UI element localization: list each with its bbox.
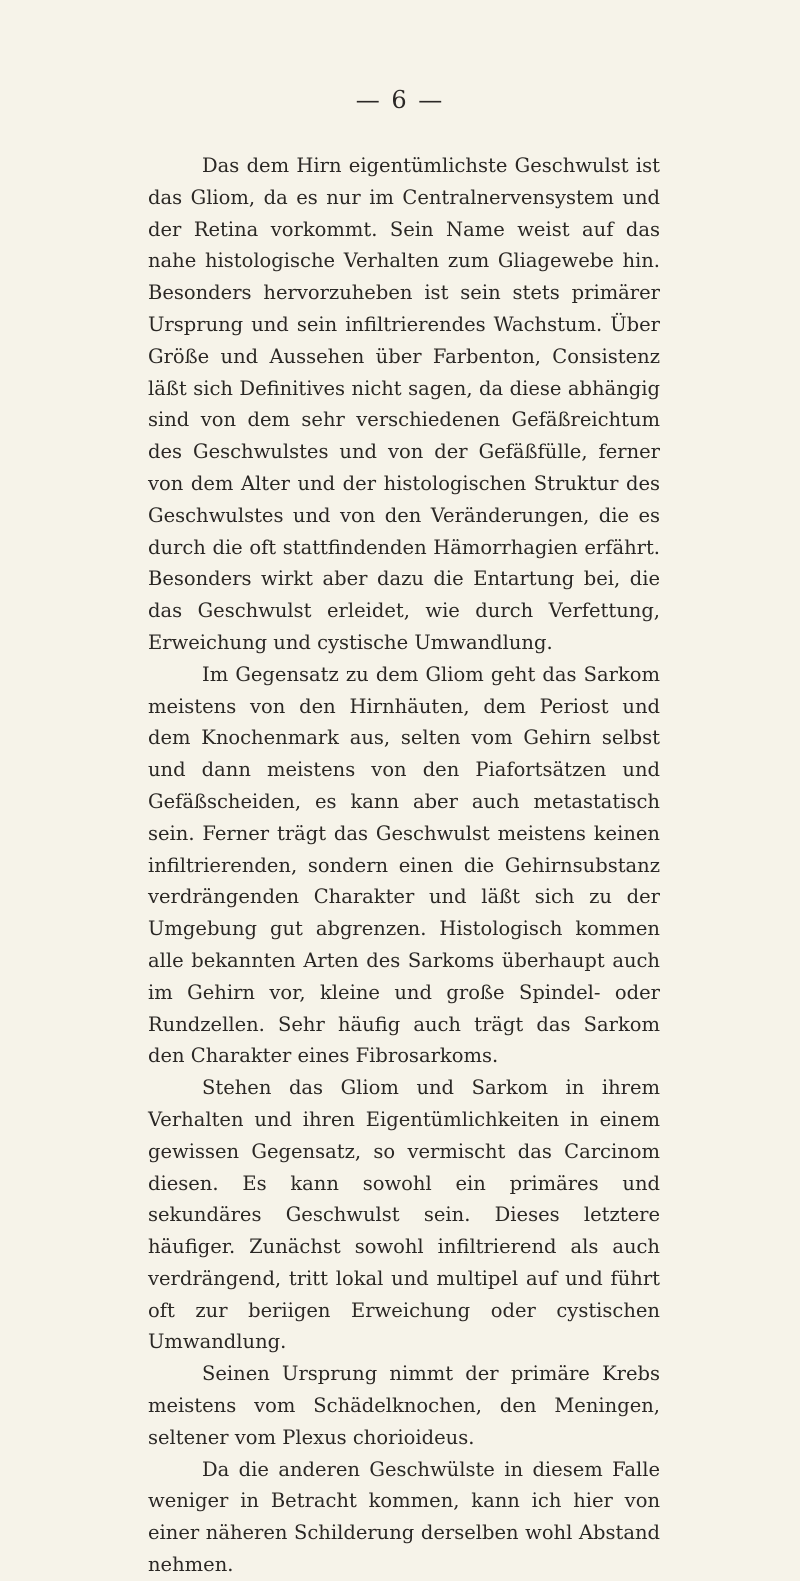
paragraph-gliom: Das dem Hirn eigentümlichste Geschwulst ist das Gliom, da es nur im Centralnervensystem und der Retina vorkommt. Sein Name weist auf das nahe histologische Verhalten zum Gliagewebe hin. Besonders hervorzuheben ist sein stets primärer Ursprung und sein infiltrierendes Wachstum. Über Größe und Aussehen über Farbenton, Consistenz läßt sich Definitives nicht sagen, da diese abhängig sind von dem sehr verschiedenen Gefäßreichtum des Geschwulstes und von der Gefäßfülle, ferner von dem Alter und der histologischen Struktur des Geschwulstes und von den Veränderungen, die es durch die oft stattfindenden Hämorrhagien erfährt. Besonders wirkt aber dazu die Entartung bei, die das Geschwulst erleidet, wie durch Verfettung, Erweichung und cystische Umwandlung. (148, 154, 660, 654)
page-number: — 6 — (355, 86, 445, 114)
paragraph-schluss: Da die anderen Geschwülste in diesem Falle weniger in Betracht kommen, kann ich hier von einer näheren Schilderung derselben wohl Abstand nehmen. (148, 1457, 660, 1577)
paragraph-krebs-ursprung: Seinen Ursprung nimmt der primäre Krebs meistens vom Schädelknochen, den Meningen, seltener vom Plexus chorioideus. (148, 1362, 660, 1449)
body-text (148, 150, 660, 1581)
paragraph-carcinom: Stehen das Gliom und Sarkom in ihrem Verhalten und ihren Eigentümlichkeiten in einem gewissen Gegensatz, so vermischt das Carcinom diesen. Es kann sowohl ein primäres und sekundäres Geschwulst sein. Dieses letztere häufiger. Zunächst sowohl infiltrierend als auch verdrängend, tritt lokal und multipel auf und führt oft zur beriigen Erweichung oder cystischen Umwandlung. (148, 1076, 660, 1354)
paragraph-sarkom: Im Gegensatz zu dem Gliom geht das Sarkom meistens von den Hirnhäuten, dem Periost und dem Knochenmark aus, selten vom Gehirn selbst und dann meistens von den Piafortsätzen und Gefäßscheiden, es kann aber auch metastatisch sein. Ferner trägt das Geschwulst meistens keinen infiltrierenden, sondern einen die Gehirnsubstanz verdrängenden Charakter und läßt sich zu der Umgebung gut abgrenzen. Histologisch kommen alle bekannten Arten des Sarkoms überhaupt auch im Gehirn vor, kleine und große Spindel- oder Rundzellen. Sehr häufig auch trägt das Sarkom den Charakter eines Fibrosarkoms. (148, 662, 660, 1068)
